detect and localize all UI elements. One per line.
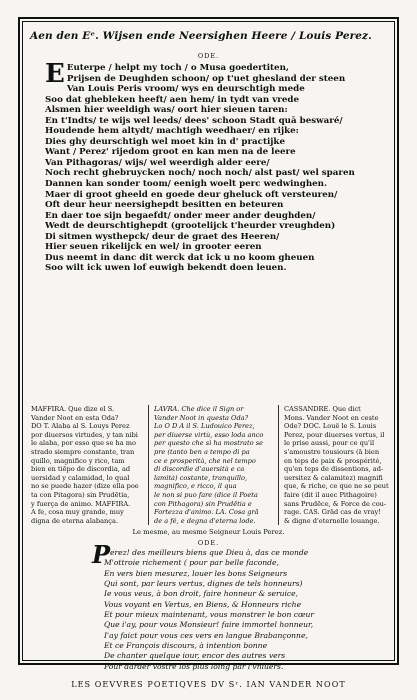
- dialogue-line: con Pithagora) sin Prudētia e: [154, 499, 252, 508]
- dialogue-line: lamità) costante, tranquillo,: [154, 473, 248, 482]
- italian-dialogue: [154, 405, 272, 525]
- dialogue-line: le non si puo fare (dice il Poeta: [154, 490, 258, 499]
- dialogue-line: bien en tiēpo de discordia, ad: [31, 465, 131, 474]
- dialogue-line: per diuerse virtù, esso loda anco: [154, 430, 264, 439]
- poem-line: Oft deur heur neersighepdt besitten en beteuren: [45, 200, 284, 211]
- poem-line: Dies ghy deurschtigh wel moet kin in d' practijke: [45, 136, 285, 147]
- dialogue-line: ta con Pitagora) sin Prudētia,: [31, 490, 130, 499]
- poem-line: En t'Indts/ te wijs wel leeds/ dees' schoon Stadt quā beswaré/: [45, 115, 343, 126]
- dialogue-line: uersidad y calamidad, lo qual: [31, 473, 130, 482]
- dialogue-line: Lo O D A il S. Ludouico Perez,: [154, 422, 255, 431]
- dialogue-line: Perez, pour diuerses vertus, il: [284, 430, 385, 439]
- poem2-line: M'ottroie richement ( pour par belle faconde,: [104, 558, 279, 568]
- poem-line: Houdende hem altydt/ machtigh weedhaer/ en rijke:: [45, 126, 299, 137]
- running-footer: LES OEVVRES POETIQVES DV Sʳ. IAN VANDER NOOT: [71, 680, 346, 689]
- dialogue-line: le alaba, por esso que se ha mo: [31, 439, 136, 448]
- dialogue-line: & digne d'eternelle louange.: [284, 516, 380, 525]
- dialogue-line: s'amoustre tousiours (ā bien: [284, 447, 380, 456]
- dialogue-line: MAFFIRA. Que dize el S.: [31, 405, 115, 413]
- dialogue-line: Vander Noot en esta Oda?: [31, 413, 119, 422]
- dialogue-line: por diuersos virtudes, y tan nibi: [31, 430, 138, 439]
- dialogue-line: le prise aussi, pour ce qu'il: [284, 439, 375, 448]
- poem2-line: Qui sont, par leurs vertus, dignes de tels honneurs): [104, 579, 303, 589]
- poem-line: En daer toe sijn begaefdt/ onder meer ander deughden/: [45, 210, 316, 221]
- dialogue-line: no se puede hazer (dize ella poe: [31, 482, 139, 491]
- dialogue-line: A fe, cosa muy grande, muy: [31, 508, 124, 517]
- poem2-line: Que i'ay, pour vous Monsieur! faire immortel honneur,: [104, 620, 314, 630]
- dialogue-line: quillo, magnifico y rico, tam: [31, 456, 125, 465]
- poem-line: Alsmen hier weeldigh was/ oort hier sieuen taren:: [45, 105, 288, 116]
- dialogue-line: Vander Noot in questa Oda?: [154, 413, 249, 422]
- poem-line: Soo wilt ick uwen lof euwigh bekendt doen leuen.: [45, 263, 287, 274]
- poem2-line: Et ce François discours, à intention bonne: [104, 641, 268, 651]
- poem2-line: I'ay faict pour vous ces vers en langue Brabançonne,: [104, 630, 308, 640]
- dialogue-line: DO T. Alaba al S. Louys Perez: [31, 422, 130, 431]
- dialogue-line: sans Prudēce, & Force de cou-: [284, 499, 387, 508]
- dialogue-line: per questo che sì ha mostrato se: [154, 439, 263, 448]
- poem-line: Maer di groot gheeld en goede deur gheluck oft versteuren/: [45, 189, 338, 200]
- column-divider: [148, 405, 149, 525]
- dialogue-line: digna de eterna alabança.: [31, 516, 119, 525]
- poem2-line: Pour darder vostre los plus loing par l'vniuers.: [104, 661, 284, 671]
- poem-line: Wedt de deurschtighepdt (grootelijck t'heurder vreughden): [45, 221, 336, 232]
- poem-line: Prijsen de Deughden schoon/ op t'uet ghesland der steen: [66, 73, 346, 84]
- poem-line: Euterpe / helpt my toch / o Musa goedertiten,: [66, 63, 289, 73]
- poem-line: Dannen kan sonder toom/ eenigh woelt perc wedwinghen.: [45, 179, 328, 190]
- dialogue-line: Mons. Vander Noot en ceste: [284, 413, 379, 422]
- spanish-dialogue: [31, 405, 141, 525]
- dialogue-line: qu'en teps de dissentions, ad-: [284, 465, 384, 474]
- dialogue-line: Fortezza d'animo. LA. Cosa grā: [154, 508, 259, 517]
- poem2-line: Et pour mieux maintenant, vous monstrer le bon cœur: [104, 610, 315, 620]
- dedication-line: Le mesme, au mesme Seigneur Louis Perez.: [132, 528, 285, 536]
- poem-dropcap: E: [45, 59, 65, 89]
- dialogue-line: Ode? DOC. Louë le S. Louis: [284, 422, 377, 431]
- dialogue-line: rage. CAS. Grād cas de vray!: [284, 508, 381, 517]
- ode-label-top: ODE.: [197, 52, 220, 60]
- poem-line: Di sitmen wysthepck/ deur de graet des Heeren/: [45, 231, 280, 242]
- dialogue-line: que, & riche, ce que ne se peut: [284, 482, 389, 491]
- poem-line: Dus neemt in danc dit werck dat ick u no koom gheuen: [45, 252, 315, 263]
- dialogue-line: di discordie d'auersità e ca: [154, 465, 245, 474]
- dialogue-line: en teps de paix & prospérité,: [284, 456, 382, 465]
- dialogue-line: ce e prosperità, che nel tempo: [154, 456, 256, 465]
- poem-line: Van Pithagoras/ wijs/ wel weerdigh alder eere/: [45, 157, 270, 168]
- dialogue-line: magnifico, e ricco, il qua: [154, 482, 237, 491]
- dialogue-line: uersitez & calamitez) magnifi: [284, 473, 383, 482]
- poem-line: Hier seuen rikelijck en wel/ in grooter eeren: [45, 242, 262, 253]
- poem2-line: Ie vous veus, à bon droit, faire honneur & seruice,: [104, 589, 299, 599]
- french-dialogue: [284, 405, 394, 525]
- poem-line: Van Louis Peris vroom/ wys en deurschtigh mede: [66, 84, 305, 95]
- poem2-dropcap: P: [92, 540, 111, 569]
- poem2-line: De chanter quelque iour, encor des autres vers: [104, 651, 286, 661]
- page-heading: Aen den Eᵉ. Wijsen ende Neersighen Heere / Louis Perez.: [30, 30, 372, 42]
- poem-line: Soo dat ghebleken heeft/ aen hem/ in tydt van vrede: [45, 94, 299, 105]
- dialogue-line: faire (dit il auec Pithagoire): [284, 490, 377, 499]
- french-ode: [104, 548, 389, 672]
- column-divider: [278, 405, 279, 525]
- ode-label-mid: ODE.: [197, 539, 220, 547]
- dialogue-line: pre (tanto ben a tempo di pa: [154, 447, 250, 456]
- poem2-line: En vers bien mesurez, louer les bons Seigneurs: [104, 568, 288, 578]
- dialogue-line: strado siempre constante, tran: [31, 447, 135, 456]
- dialogue-line: LAVRA. Che dice il Sign or: [154, 405, 244, 413]
- dialogue-line: CASSANDRE. Que dict: [284, 405, 361, 413]
- poem2-line: Vous voyant en Vertus, en Biens, & Honneurs riche: [104, 599, 302, 609]
- dialogue-line: de a fé, e degna d'eterna lode.: [154, 516, 256, 525]
- poem2-line: erez! des meilleurs biens que Dieu à, das ce monde: [110, 548, 309, 557]
- poem-line: Noch recht ghebruycken noch/ noch noch/ alst past/ wel sparen: [45, 168, 355, 179]
- poem-line: Want / Perez' rijedom groot en kan men na de leere: [45, 147, 296, 158]
- dialogue-line: y fuerça de animo. MAFFIRA.: [31, 499, 131, 508]
- dutch-ode: [45, 59, 390, 274]
